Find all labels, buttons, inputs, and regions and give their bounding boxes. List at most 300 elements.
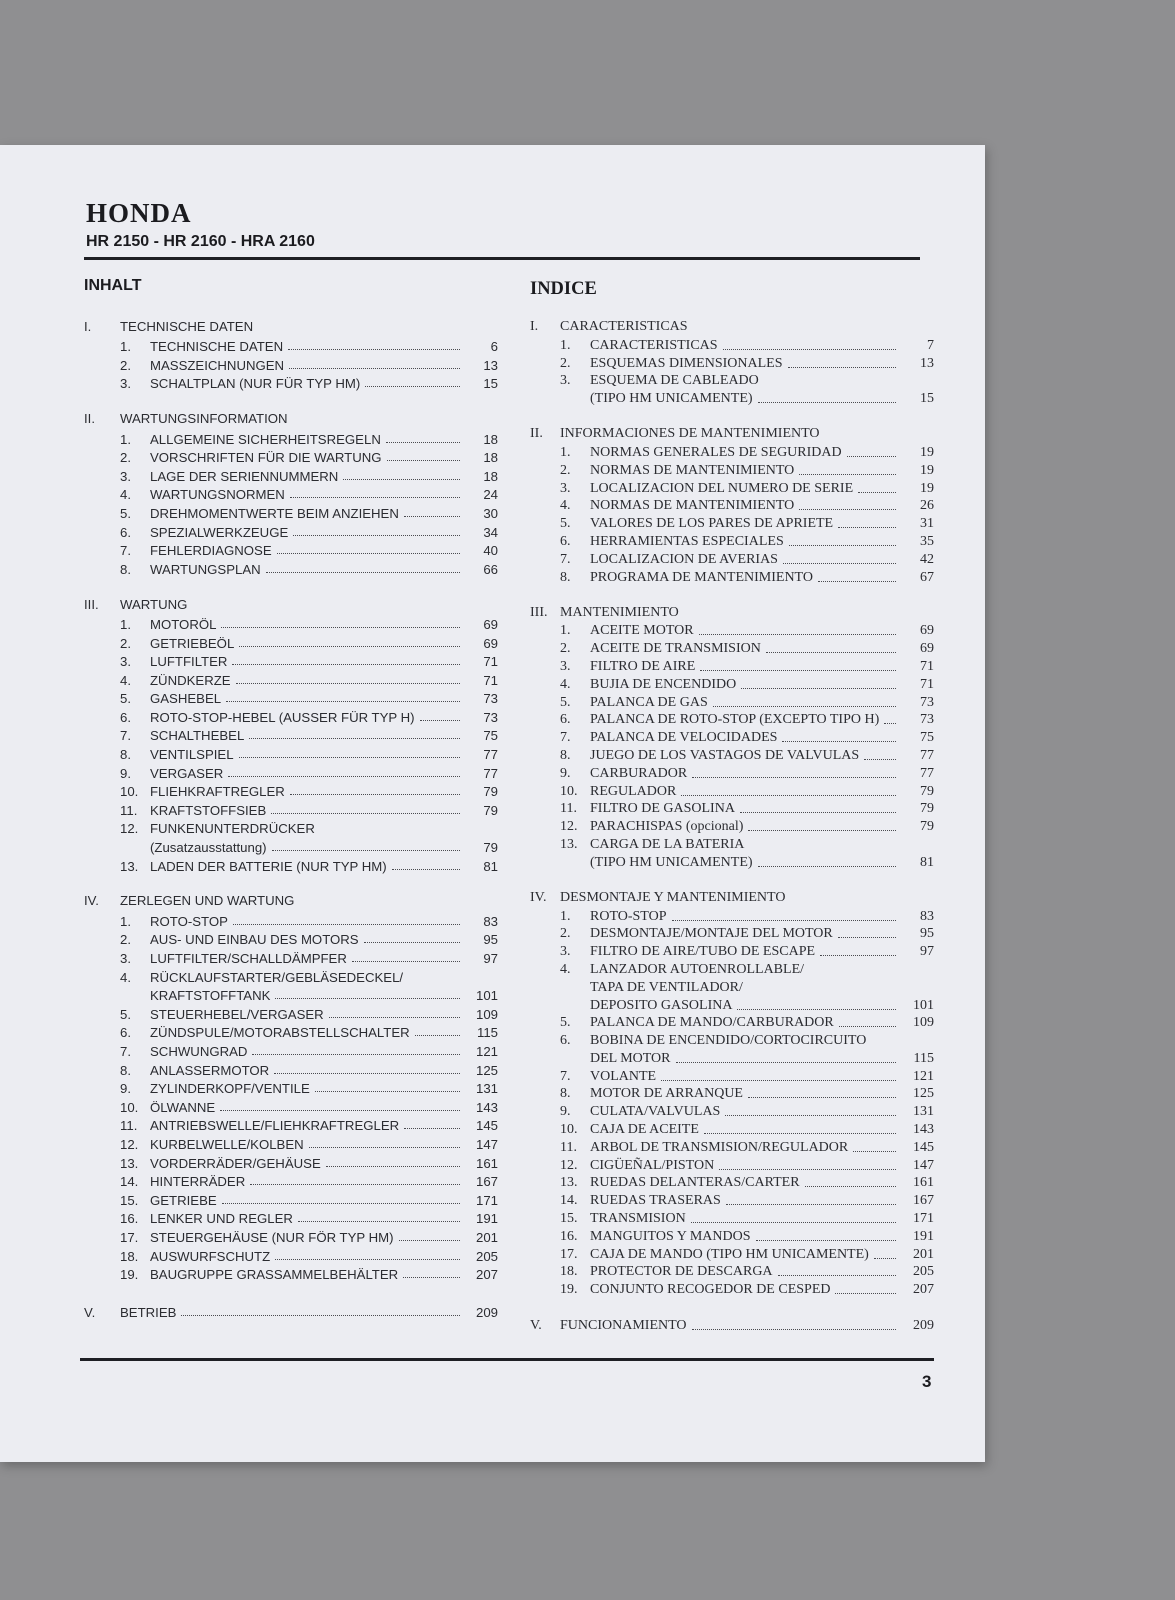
leader-dots xyxy=(290,497,460,498)
entry-number: 2. xyxy=(120,357,131,373)
entry-page: 209 xyxy=(475,1305,498,1321)
toc-section xyxy=(530,604,934,871)
entry-title: CAJA DE ACEITE xyxy=(590,1122,699,1138)
toc-entry xyxy=(530,1085,934,1103)
entry-page: 19 xyxy=(920,480,934,496)
leader-dots xyxy=(884,723,896,724)
entry-number: 1. xyxy=(120,339,131,355)
entry-number: 11. xyxy=(560,801,577,817)
entry-number: 13. xyxy=(120,1155,139,1171)
toc-entry xyxy=(530,746,934,764)
toc-entry xyxy=(84,818,498,837)
entry-title: NORMAS GENERALES DE SEGURIDAD xyxy=(590,444,842,460)
entry-title: STEUERGEHÄUSE (NUR FÖR TYP HM) xyxy=(150,1229,394,1245)
entry-number: 10. xyxy=(560,783,578,799)
spanish-sections xyxy=(530,318,934,1298)
leader-dots xyxy=(226,701,460,702)
entry-page: 205 xyxy=(913,1264,934,1280)
leader-dots xyxy=(748,1097,896,1098)
entry-number: 11. xyxy=(120,1118,138,1134)
section-title: BETRIEB xyxy=(120,1305,177,1321)
toc-entry xyxy=(530,1263,934,1281)
entry-page: 35 xyxy=(920,533,934,549)
entry-title: VORDERRÄDER/GEHÄUSE xyxy=(150,1155,321,1171)
leader-dots xyxy=(272,850,460,851)
entry-page: 171 xyxy=(913,1211,934,1227)
entry-page: 18 xyxy=(483,468,498,484)
toc-entry xyxy=(84,781,498,800)
leader-dots xyxy=(315,1091,460,1092)
toc-entry xyxy=(530,978,934,996)
toc-entry xyxy=(530,354,934,372)
toc-entry xyxy=(530,693,934,711)
entry-number: 12. xyxy=(120,821,139,837)
entry-title: CARGA DE LA BATERIA xyxy=(590,836,745,852)
leader-dots xyxy=(723,349,896,350)
section-title: WARTUNGSINFORMATION xyxy=(120,411,288,427)
entry-title: GETRIEBE xyxy=(150,1192,217,1208)
entry-number: 13. xyxy=(560,1175,578,1191)
entry-page: 69 xyxy=(483,616,498,632)
entry-page: 31 xyxy=(920,516,934,532)
entry-page: 71 xyxy=(483,654,498,670)
entry-number: 7. xyxy=(120,543,131,559)
leader-dots xyxy=(874,1258,896,1259)
spanish-toc xyxy=(530,279,934,1334)
leader-dots xyxy=(228,776,460,777)
entry-title: VORSCHRIFTEN FÜR DIE WARTUNG xyxy=(150,450,382,466)
toc-entry xyxy=(530,782,934,800)
toc-entry xyxy=(530,1120,934,1138)
entry-page: 145 xyxy=(475,1118,498,1134)
entry-title: FILTRO DE AIRE xyxy=(590,658,696,674)
leader-dots xyxy=(758,402,896,403)
toc-entry xyxy=(530,800,934,818)
entry-number: 11. xyxy=(560,1139,577,1155)
leader-dots xyxy=(250,1184,460,1185)
leader-dots xyxy=(221,627,460,628)
entry-page: 15 xyxy=(920,391,934,407)
leader-dots xyxy=(820,955,896,956)
entry-title: NORMAS DE MANTENIMIENTO xyxy=(590,498,795,514)
leader-dots xyxy=(239,757,460,758)
toc-entry xyxy=(530,336,934,354)
toc-entry xyxy=(84,1078,498,1097)
toc-entry xyxy=(84,947,498,966)
entry-page: 167 xyxy=(913,1193,934,1209)
toc-entry xyxy=(530,942,934,960)
entry-number: 15. xyxy=(560,1211,578,1227)
toc-section xyxy=(530,425,934,585)
toc-entry xyxy=(84,502,498,521)
leader-dots xyxy=(343,479,460,480)
entry-page: 167 xyxy=(475,1174,498,1190)
section-title: ZERLEGEN UND WARTUNG xyxy=(120,893,295,909)
leader-dots xyxy=(420,720,460,721)
leader-dots xyxy=(864,759,896,760)
section-heading xyxy=(530,604,934,622)
entry-number: 7. xyxy=(120,1043,131,1059)
leader-dots xyxy=(758,866,896,867)
entry-page: 79 xyxy=(483,784,498,800)
entry-page: 101 xyxy=(913,997,934,1013)
section-title: DESMONTAJE Y MANTENIMIENTO xyxy=(560,889,786,905)
entry-page: 34 xyxy=(483,524,498,540)
leader-dots xyxy=(293,535,460,536)
entry-title: PALANCA DE MANDO/CARBURADOR xyxy=(590,1015,834,1031)
toc-entry xyxy=(84,836,498,855)
entry-title: FLIEHKRAFTREGLER xyxy=(150,784,285,800)
section-heading xyxy=(84,317,498,336)
model-line: HR 2150 - HR 2160 - HRA 2160 xyxy=(86,233,315,250)
entry-title: ANTRIEBSWELLE/FLIEHKRAFTREGLER xyxy=(150,1118,400,1134)
entry-page: 79 xyxy=(483,840,498,856)
entry-page: 161 xyxy=(475,1155,498,1171)
entry-page: 97 xyxy=(920,944,934,960)
entry-page: 115 xyxy=(913,1050,934,1066)
toc-entry xyxy=(84,1171,498,1190)
leader-dots xyxy=(691,1222,896,1223)
entry-title: (TIPO HM UNICAMENTE) xyxy=(590,854,753,870)
toc-entry xyxy=(84,613,498,632)
entry-number: 9. xyxy=(120,765,131,781)
entry-number: 6. xyxy=(120,1025,131,1041)
entry-title: PALANCA DE GAS xyxy=(590,694,708,710)
leader-dots xyxy=(672,920,896,921)
entry-page: 145 xyxy=(913,1139,934,1155)
leader-dots xyxy=(239,646,460,647)
toc-section xyxy=(530,889,934,1299)
toc-entry xyxy=(530,389,934,407)
toc-entry xyxy=(84,725,498,744)
leader-dots xyxy=(719,1169,896,1170)
section-heading xyxy=(84,409,498,428)
section-heading xyxy=(84,892,498,911)
entry-number: 7. xyxy=(560,1068,571,1084)
leader-dots xyxy=(725,1115,896,1116)
toc-entry xyxy=(84,1059,498,1078)
toc-entry xyxy=(530,497,934,515)
entry-page: 201 xyxy=(913,1246,934,1262)
entry-number: 8. xyxy=(560,1086,571,1102)
entry-title: LOCALIZACION DEL NUMERO DE SERIE xyxy=(590,480,854,496)
entry-title: ZYLINDERKOPF/VENTILE xyxy=(150,1081,310,1097)
entry-page: 6 xyxy=(490,339,498,355)
entry-page: 71 xyxy=(920,658,934,674)
german-toc-title: INHALT xyxy=(84,277,142,294)
leader-dots xyxy=(699,634,896,635)
entry-number: 15. xyxy=(120,1192,139,1208)
leader-dots xyxy=(713,706,896,707)
entry-number: 4. xyxy=(560,961,571,977)
section-roman: III. xyxy=(84,596,99,612)
entry-page: 83 xyxy=(920,908,934,924)
entry-page: 95 xyxy=(920,926,934,942)
entry-number: 8. xyxy=(560,747,571,763)
entry-number: 9. xyxy=(120,1081,131,1097)
entry-number: 6. xyxy=(560,712,571,728)
toc-entry xyxy=(84,1189,498,1208)
toc-entry xyxy=(530,925,934,943)
entry-number: 7. xyxy=(560,551,571,567)
entry-title: MASSZEICHNUNGEN xyxy=(150,357,285,373)
entry-page: 207 xyxy=(913,1282,934,1298)
leader-dots xyxy=(692,777,896,778)
entry-title: ROTO-STOP xyxy=(150,913,228,929)
entry-number: 2. xyxy=(560,462,571,478)
leader-dots xyxy=(789,545,896,546)
entry-title: LAGE DER SERIENNUMMERN xyxy=(150,468,339,484)
entry-title: LENKER UND REGLER xyxy=(150,1211,293,1227)
leader-dots xyxy=(399,1240,460,1241)
entry-title: HERRAMIENTAS ESPECIALES xyxy=(590,533,784,549)
entry-title: ZÜNDSPULE/MOTORABSTELLSCHALTER xyxy=(150,1025,410,1041)
entry-page: 24 xyxy=(483,487,498,503)
leader-dots xyxy=(222,1203,460,1204)
leader-dots xyxy=(415,1035,460,1036)
toc-entry xyxy=(84,929,498,948)
section-roman: IV. xyxy=(84,893,99,909)
toc-entry xyxy=(84,1115,498,1134)
entry-number: 11. xyxy=(120,802,138,818)
entry-page: 143 xyxy=(913,1122,934,1138)
leader-dots xyxy=(220,1110,460,1111)
toc-entry xyxy=(530,622,934,640)
toc-entry xyxy=(84,688,498,707)
entry-number: 3. xyxy=(560,658,571,674)
entry-page: 77 xyxy=(920,765,934,781)
leader-dots xyxy=(289,368,460,369)
entry-page: 79 xyxy=(483,802,498,818)
entry-number: 7. xyxy=(560,730,571,746)
entry-title: DESMONTAJE/MONTAJE DEL MOTOR xyxy=(590,926,833,942)
entry-number: 6. xyxy=(560,533,571,549)
toc-entry xyxy=(84,465,498,484)
entry-number: 3. xyxy=(120,654,131,670)
leader-dots xyxy=(233,924,460,925)
leader-dots xyxy=(288,349,460,350)
entry-title: ESQUEMAS DIMENSIONALES xyxy=(590,355,783,371)
section-roman: III. xyxy=(530,604,548,620)
page-number: 3 xyxy=(922,1372,932,1391)
entry-page: 77 xyxy=(483,747,498,763)
entry-number: 5. xyxy=(560,1015,571,1031)
toc-entry xyxy=(84,336,498,355)
leader-dots xyxy=(692,1329,896,1330)
entry-page: 97 xyxy=(483,951,498,966)
entry-page: 101 xyxy=(475,988,498,1004)
entry-title: RUEDAS DELANTERAS/CARTER xyxy=(590,1175,800,1191)
entry-title: SCHWUNGRAD xyxy=(150,1043,248,1059)
toc-entry xyxy=(530,1156,934,1174)
leader-dots xyxy=(818,581,896,582)
toc-entry xyxy=(84,799,498,818)
entry-number: 16. xyxy=(560,1228,578,1244)
toc-entry xyxy=(530,907,934,925)
toc-section xyxy=(84,892,498,1282)
leader-dots xyxy=(853,1151,896,1152)
entry-title: TECHNISCHE DATEN xyxy=(150,339,284,355)
leader-dots xyxy=(271,813,460,814)
toc-entry xyxy=(84,484,498,503)
leader-dots xyxy=(309,1147,460,1148)
section-roman: I. xyxy=(530,319,539,334)
entry-title: KRAFTSTOFFTANK xyxy=(150,988,271,1004)
toc-entry xyxy=(530,960,934,978)
toc-entry xyxy=(84,428,498,447)
entry-page: 66 xyxy=(483,561,498,577)
entry-number: 4. xyxy=(560,676,571,692)
toc-entry xyxy=(530,479,934,497)
toc-section xyxy=(84,409,498,576)
entry-number: 12. xyxy=(560,1157,578,1173)
entry-page: 79 xyxy=(920,819,934,835)
entry-title: AUSWURFSCHUTZ xyxy=(150,1248,271,1264)
entry-number: 2. xyxy=(560,355,571,371)
toc-entry xyxy=(530,817,934,835)
toc-entry xyxy=(84,354,498,373)
entry-number: 2. xyxy=(560,926,571,942)
entry-number: 18. xyxy=(120,1248,139,1264)
entry-number: 5. xyxy=(560,694,571,710)
entry-title: (Zusatzausstattung) xyxy=(150,840,267,856)
entry-number: 4. xyxy=(120,969,131,985)
entry-number: 8. xyxy=(120,561,131,577)
entry-title: SCHALTHEBEL xyxy=(150,728,245,744)
leader-dots xyxy=(403,1277,460,1278)
entry-page: 13 xyxy=(920,355,934,371)
entry-number: 13. xyxy=(120,858,139,874)
entry-page: 143 xyxy=(475,1099,498,1115)
entry-number: 14. xyxy=(120,1174,139,1190)
leader-dots xyxy=(783,563,896,564)
toc-entry xyxy=(530,996,934,1014)
entry-title: CONJUNTO RECOGEDOR DE CESPED xyxy=(590,1282,831,1298)
toc-entry xyxy=(530,532,934,550)
leader-dots xyxy=(748,830,896,831)
entry-number: 8. xyxy=(120,747,131,763)
entry-page: 79 xyxy=(920,801,934,817)
leader-dots xyxy=(392,869,460,870)
entry-page: 83 xyxy=(483,913,498,929)
toc-entry xyxy=(84,1152,498,1171)
entry-number: 19. xyxy=(560,1282,578,1298)
entry-number: 1. xyxy=(560,444,571,460)
leader-dots xyxy=(387,460,460,461)
toc-entry xyxy=(84,373,498,392)
entry-title: HINTERRÄDER xyxy=(150,1174,246,1190)
leader-dots xyxy=(404,516,460,517)
toc-entry xyxy=(84,743,498,762)
entry-title: DREHMOMENTWERTE BEIM ANZIEHEN xyxy=(150,505,399,521)
entry-page: 171 xyxy=(475,1192,498,1208)
entry-number: 7. xyxy=(120,728,131,744)
entry-title: VALORES DE LOS PARES DE APRIETE xyxy=(590,516,834,532)
entry-number: 3. xyxy=(120,468,131,484)
entry-page: 26 xyxy=(920,498,934,514)
german-toc xyxy=(84,277,498,1320)
section-title: TECHNISCHE DATEN xyxy=(120,318,254,334)
leader-dots xyxy=(266,572,460,573)
entry-number: 3. xyxy=(560,944,571,960)
entry-number: 1. xyxy=(120,616,131,632)
entry-page: 207 xyxy=(475,1267,498,1283)
leader-dots xyxy=(249,738,460,739)
spanish-toc-title: INDICE xyxy=(530,279,597,299)
toc-entry xyxy=(84,447,498,466)
entry-page: 30 xyxy=(483,505,498,521)
leader-dots xyxy=(290,794,460,795)
leader-dots xyxy=(277,553,460,554)
entry-page: 18 xyxy=(483,431,498,447)
entry-page: 19 xyxy=(920,462,934,478)
leader-dots xyxy=(799,474,896,475)
leader-dots xyxy=(838,937,896,938)
entry-number: 17. xyxy=(120,1229,139,1245)
toc-entry xyxy=(530,1014,934,1032)
entry-number: 19. xyxy=(120,1267,139,1283)
toc-section xyxy=(84,595,498,874)
entry-title: ANLASSERMOTOR xyxy=(150,1062,270,1078)
toc-entry xyxy=(84,1208,498,1227)
entry-title: WARTUNGSPLAN xyxy=(150,561,261,577)
leader-dots xyxy=(741,688,896,689)
entry-page: 81 xyxy=(483,858,498,874)
toc-entry xyxy=(530,1049,934,1067)
leader-dots xyxy=(756,1240,897,1241)
section-heading xyxy=(84,595,498,614)
leader-dots xyxy=(737,1009,896,1010)
german-sections xyxy=(84,317,498,1282)
entry-number: 5. xyxy=(120,505,131,521)
entry-number: 2. xyxy=(120,932,131,948)
toc-entry xyxy=(84,1003,498,1022)
toc-entry xyxy=(84,855,498,874)
toc-entry xyxy=(84,558,498,577)
entry-page: 69 xyxy=(920,623,934,639)
entry-page: 121 xyxy=(913,1068,934,1084)
leader-dots xyxy=(847,456,896,457)
entry-title: STEUERHEBEL/VERGASER xyxy=(150,1006,324,1022)
entry-number: 8. xyxy=(120,1062,131,1078)
entry-number: 5. xyxy=(560,516,571,532)
entry-number: 16. xyxy=(120,1211,139,1227)
entry-page: 161 xyxy=(913,1175,934,1191)
entry-page: 121 xyxy=(475,1043,498,1059)
entry-title: BAUGRUPPE GRASSAMMELBEHÄLTER xyxy=(150,1267,399,1283)
leader-dots xyxy=(799,509,896,510)
leader-dots xyxy=(364,942,460,943)
entry-number: 2. xyxy=(120,450,131,466)
leader-dots xyxy=(835,1293,896,1294)
entry-title: PARACHISPAS (opcional) xyxy=(590,819,744,835)
entry-page: 15 xyxy=(483,376,498,392)
entry-title: TAPA DE VENTILADOR/ xyxy=(590,979,743,995)
toc-entry xyxy=(530,1067,934,1085)
entry-number: 6. xyxy=(120,524,131,540)
entry-page: 131 xyxy=(475,1081,498,1097)
entry-title: LUFTFILTER xyxy=(150,654,228,670)
leader-dots xyxy=(681,795,896,796)
entry-title: CAJA DE MANDO (TIPO HM UNICAMENTE) xyxy=(590,1246,869,1262)
leader-dots xyxy=(704,1133,896,1134)
entry-page: 191 xyxy=(913,1228,934,1244)
toc-entry xyxy=(84,966,498,985)
section-title: CARACTERISTICAS xyxy=(560,319,688,334)
entry-page: 19 xyxy=(920,444,934,460)
leader-dots xyxy=(858,492,896,493)
toc-entry xyxy=(530,1245,934,1263)
